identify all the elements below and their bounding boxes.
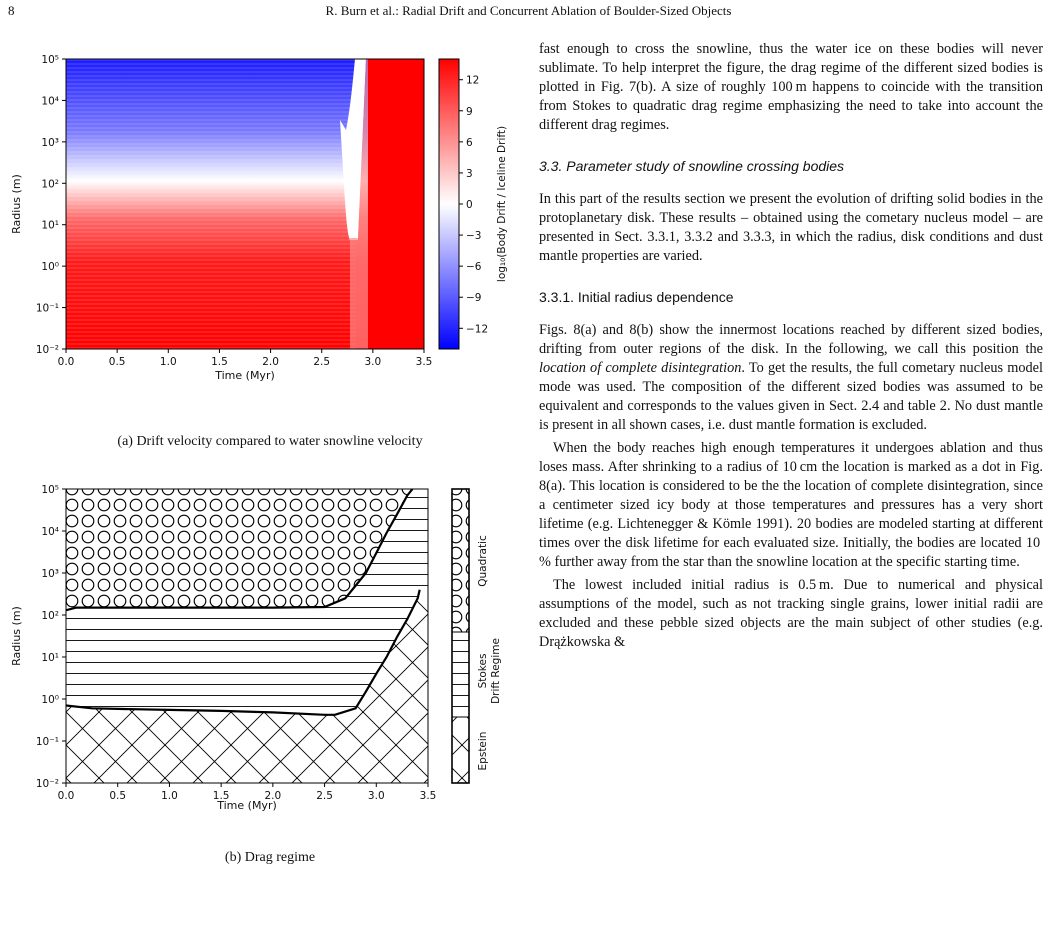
- y-tick-label: 10⁻²: [35, 778, 59, 790]
- x-tick-label: 2.0: [262, 356, 279, 368]
- figure-b-ylabel: Radius (m): [10, 606, 23, 666]
- y-tick-label: 10⁻²: [35, 344, 59, 356]
- colorbar-tick-label: 9: [466, 105, 473, 118]
- y-tick-label: 10²: [41, 178, 59, 191]
- x-tick-label: 3.0: [364, 356, 382, 368]
- figure-a-xlabel: Time (Myr): [215, 369, 275, 382]
- colorbar-tick-label: −9: [466, 292, 482, 305]
- x-tick-label: 3.5: [415, 356, 433, 368]
- figure-a-ylabel: Radius (m): [10, 174, 23, 234]
- figure-b-y-axis: [36, 484, 66, 790]
- y-tick-label: 10⁰: [41, 261, 59, 274]
- legend-label-quadratic: Quadratic: [477, 535, 489, 587]
- y-tick-label: 10¹: [41, 219, 59, 232]
- figure-b: [0, 481, 520, 811]
- x-tick-label: 0.0: [57, 790, 75, 802]
- y-tick-label: 10⁵: [41, 54, 59, 66]
- figure-a-plot: [0, 50, 520, 430]
- heatmap-late-red-region: [368, 59, 424, 349]
- paragraph-1: In this part of the results section we present the evolution of drifting solid bodies in the protoplanetary disk. These results – obtained using the cometary nucleus model – are presented in Sect. 3.3.1, 3.3.2 and 3.3.3, in which the radius, disk conditions and dust mantle properties are varied.: [539, 191, 1043, 264]
- x-tick-label: 0.5: [109, 790, 127, 802]
- section-3-3-heading: 3.3. Parameter study of snowline crossing bodies: [539, 158, 845, 174]
- x-tick-label: 3.0: [367, 790, 385, 802]
- x-tick-label: 1.5: [212, 790, 230, 802]
- x-tick-label: 0.0: [57, 356, 75, 368]
- x-tick-label: 0.5: [108, 356, 126, 368]
- colorbar-tick-label: −12: [466, 323, 489, 336]
- figure-a: [0, 50, 520, 430]
- x-tick-label: 1.0: [161, 790, 178, 802]
- x-tick-label: 1.0: [159, 356, 177, 368]
- figure-b-xlabel: Time (Myr): [217, 799, 277, 811]
- y-tick-label: 10⁻¹: [35, 302, 59, 315]
- figure-a-caption: (a) Drift velocity compared to water snowline velocity: [117, 434, 423, 449]
- x-tick-label: 2.0: [264, 790, 282, 802]
- colorbar-tick-label: 6: [466, 136, 473, 149]
- legend-epstein-swatch: [452, 717, 469, 783]
- colorbar: [439, 59, 459, 349]
- legend-label-epstein: Epstein: [477, 731, 489, 771]
- x-tick-label: 3.5: [419, 790, 437, 802]
- paragraph-2-part-b: . To get the results, the full cometary nucleus model mode was used. The composition of the different sized bodies was assumed to be equivalent and corresponds to the values given in Sect. 2.4 and table 2. No dust mantle is present in all shown cases, i.e. dust mantle formation is excluded.: [539, 360, 1043, 433]
- y-tick-label: 10⁵: [41, 484, 59, 496]
- paragraph-2-part-a: Figs. 8(a) and 8(b) show the innermost locations reached by different sized bodies, drifting from outer regions of the disk. In the following, we call this position the: [539, 322, 1043, 357]
- y-tick-label: 10¹: [41, 652, 59, 664]
- paragraph-4: The lowest included initial radius is 0.5 m. Due to numerical and physical assumptions of the model, such as not tracking single grains, lower initial radii are excluded and these pebble sized objects are the main subject of other studies (e.g. Drążkowska &: [539, 577, 1043, 650]
- legend-stokes-swatch: [452, 632, 469, 717]
- heatmap-banding: [66, 59, 356, 349]
- y-tick-label: 10²: [41, 610, 59, 622]
- colorbar-label: log₁₀(Body Drift / Iceline Drift): [496, 125, 508, 283]
- figure-b-plot: [0, 481, 520, 811]
- y-tick-label: 10³: [41, 136, 59, 149]
- running-header: R. Burn et al.: Radial Drift and Concurrent Ablation of Boulder-Sized Objects: [325, 3, 732, 18]
- paragraph-2: [539, 321, 1043, 435]
- page-number: 8: [8, 3, 15, 18]
- figure-a-x-axis: [58, 349, 433, 368]
- section-3-3-1-heading: 3.3.1. Initial radius dependence: [539, 289, 734, 305]
- paragraph-2-emphasis: location of complete disintegration: [539, 360, 742, 376]
- colorbar-tick-label: −6: [466, 261, 482, 274]
- legend-quadratic-swatch: [452, 489, 469, 632]
- legend-label-stokes: Stokes: [477, 653, 489, 689]
- legend-title: Drift Regime: [490, 638, 502, 704]
- y-tick-label: 10⁰: [41, 694, 59, 706]
- x-tick-label: 2.5: [316, 790, 333, 802]
- colorbar-tick-label: −3: [466, 230, 482, 243]
- x-tick-label: 2.5: [313, 356, 331, 368]
- figure-b-caption: (b) Drag regime: [224, 850, 316, 865]
- y-tick-label: 10⁻¹: [35, 736, 59, 748]
- right-column: [539, 40, 1043, 652]
- y-tick-label: 10⁴: [41, 526, 59, 538]
- paragraph-0: fast enough to cross the snowline, thus the water ice on these bodies will never sublimate. To help interpret the figure, the drag regime of the different sized bodies is plotted in Fig. 7(b). A size of roughly 100 m happens to coincide with the transition from Stokes to quadratic drag regime emphasizing the need to take into account the different drag regimes.: [539, 41, 1043, 133]
- colorbar-tick-label: 0: [466, 199, 473, 211]
- colorbar-tick-label: 3: [466, 167, 473, 180]
- x-tick-label: 1.5: [211, 356, 228, 368]
- y-tick-label: 10³: [41, 568, 59, 580]
- y-tick-label: 10⁴: [41, 95, 59, 108]
- paragraph-3: When the body reaches high enough temperatures it undergoes ablation and thus loses mass. After shrinking to a radius of 10 cm the location is marked as a dot in Fig. 8(a). This location is considered to be the the location of complete disintegration, since a centimeter sized icy body at those temperatures and pressures has a very short lifetime (e.g. Lichtenegger & Kömle 1991). 20 bodies are modeled starting at different times over the disk lifetime for each evaluated size. Initially, the bodies are located 10 % further away from the star than the snowline location at the specific starting time.: [539, 440, 1043, 570]
- colorbar-tick-label: 12: [466, 74, 480, 87]
- colorbar-ticks: [459, 75, 488, 336]
- figure-a-y-axis: [36, 54, 66, 356]
